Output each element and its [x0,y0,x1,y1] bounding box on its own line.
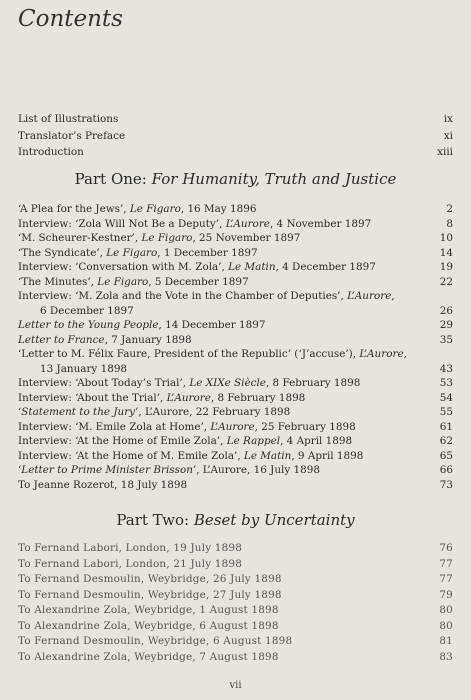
toc-entry [18,392,453,405]
toc-entry-page: 55 [439,406,453,418]
toc-entry-page: 22 [439,275,453,288]
toc-entry-title: Interview: ‘Conversation with M. Zola’, Le Matin, 4 December 1897 [18,261,376,273]
toc-entry-title: ‘Letter to M. Félix Faure, President of the Republic’ (‘J’accuse’), L’Aurore, [18,348,407,360]
toc-entry-title: Interview: ‘At the Home of Emile Zola’, Le Rappel, 4 April 1898 [18,435,353,447]
toc-entry [18,450,453,463]
toc-entry-page: 73 [439,478,453,491]
toc-entry [18,406,453,419]
toc-entry-title: Interview: ‘M. Zola and the Vote in the Chamber of Deputies’, L’Aurore, [18,290,395,302]
toc-entry-title: ‘The Syndicate’, Le Figaro, 1 December 1897 [18,246,258,259]
toc-entry [18,247,453,260]
toc-entry-title: ‘A Plea for the Jews’, Le Figaro, 16 May 1896 [18,203,257,215]
toc-entry-page: 77 [439,557,453,570]
toc-entry-page: 2 [446,203,453,215]
toc-entry [18,276,453,289]
toc-entry-title: List of Illustrations [18,113,119,125]
toc-entry-page: 83 [439,650,453,663]
toc-entry [18,113,453,126]
toc-entry-page: 66 [439,464,453,476]
toc-entry [18,542,453,555]
toc-entry-title: Introduction [18,146,84,158]
toc-entry-title: To Jeanne Rozerot, 18 July 1898 [18,478,188,491]
toc-entry [18,558,453,571]
toc-entry [18,421,453,434]
toc-entry [18,604,453,617]
toc-entry-page: 26 [439,304,453,317]
toc-entry-title: ‘The Minutes’, Le Figaro, 5 December 1897 [18,275,249,288]
toc-entry [18,589,453,602]
toc-entry [18,635,453,648]
toc-entry-title: To Fernand Desmoulin, Weybridge, 6 August 1898 [18,635,293,647]
toc-entry-title: Letter to France, 7 January 1898 [18,333,192,346]
toc-entry [18,146,453,159]
toc-entry [18,464,453,477]
toc-entry-title: Translator’s Preface [18,129,126,142]
toc-entry-page: 81 [439,635,453,647]
toc-entry-title: Interview: ‘About Today’s Trial’, Le XIXe Siècle, 8 February 1898 [18,377,361,389]
toc-entry-title: To Alexandrine Zola, Weybridge, 1 August 1898 [18,604,279,616]
toc-entry [18,479,453,492]
toc-entry-page: 80 [439,604,453,616]
page-title: Contents [18,6,123,32]
toc-entry [18,305,453,318]
toc-entry-page: 10 [439,232,453,244]
toc-entry-page: 65 [439,449,453,462]
toc-entry [18,334,453,347]
toc-entry-page: 53 [439,377,453,389]
toc-entry [18,218,453,231]
toc-entry [18,203,453,216]
toc-entry-page: 62 [439,435,453,447]
toc-entry-title: To Fernand Desmoulin, Weybridge, 27 July 1898 [18,588,282,601]
toc-entry-page: 8 [446,217,453,230]
toc-entry-page: 29 [439,319,453,331]
toc-entry-page: xiii [437,146,453,158]
toc-entry-title: To Fernand Labori, London, 19 July 1898 [18,542,243,554]
toc-entry-title: 13 January 1898 [40,362,128,375]
toc-entry-title: To Fernand Desmoulin, Weybridge, 26 July 1898 [18,573,282,585]
toc-entry-title: Interview: ‘M. Emile Zola at Home’, L’Aurore, 25 February 1898 [18,420,356,433]
toc-entry-page: 76 [439,542,453,554]
toc-entry-title: Letter to the Young People, 14 December 1897 [18,319,266,331]
toc-entry-page: 80 [439,619,453,632]
toc-entry [18,319,453,332]
toc-entry-title: Interview: ‘About the Trial’, L’Aurore, 8 February 1898 [18,391,306,404]
toc-entry-title: ‘M. Scheurer-Kestner’, Le Figaro, 25 November 1897 [18,232,301,244]
toc-entry [18,363,453,376]
toc-entry [18,435,453,448]
toc-entry [18,232,453,245]
toc-entry [18,377,453,390]
toc-entry-title: Interview: ‘Zola Will Not Be a Deputy’, L’Aurore, 4 November 1897 [18,217,372,230]
toc-entry-page: 19 [439,261,453,273]
toc-entry-page: 14 [439,246,453,259]
part-two-heading: Part Two: Beset by Uncertainty [116,511,355,529]
toc-entry [18,290,453,303]
toc-entry [18,620,453,633]
toc-entry-page: 35 [439,333,453,346]
toc-entry-page: 43 [439,362,453,375]
toc-entry [18,348,453,361]
toc-entry-page: 77 [439,573,453,585]
toc-entry [18,130,453,143]
toc-entry-page: 61 [439,420,453,433]
toc-entry-title: ‘Letter to Prime Minister Brisson’, L’Aurore, 16 July 1898 [18,464,320,476]
part-one-heading: Part One: For Humanity, Truth and Justice [74,170,397,188]
toc-entry-page: ix [443,113,453,125]
toc-entry-title: 6 December 1897 [40,304,134,317]
toc-entry-title: To Alexandrine Zola, Weybridge, 6 August 1898 [18,619,279,632]
toc-entry-title: To Fernand Labori, London, 21 July 1898 [18,557,243,570]
toc-entry-page: 54 [439,391,453,404]
toc-entry-title: ‘Statement to the Jury’, L’Aurore, 22 February 1898 [18,406,291,418]
toc-entry-page: 79 [439,588,453,601]
toc-entry [18,573,453,586]
toc-entry-title: To Alexandrine Zola, Weybridge, 7 August 1898 [18,650,279,663]
toc-entry-page: xi [443,129,453,142]
toc-entry [18,261,453,274]
page-number: vii [229,680,242,691]
toc-entry-title: Interview: ‘At the Home of M. Emile Zola’, Le Matin, 9 April 1898 [18,449,364,462]
toc-entry [18,651,453,664]
